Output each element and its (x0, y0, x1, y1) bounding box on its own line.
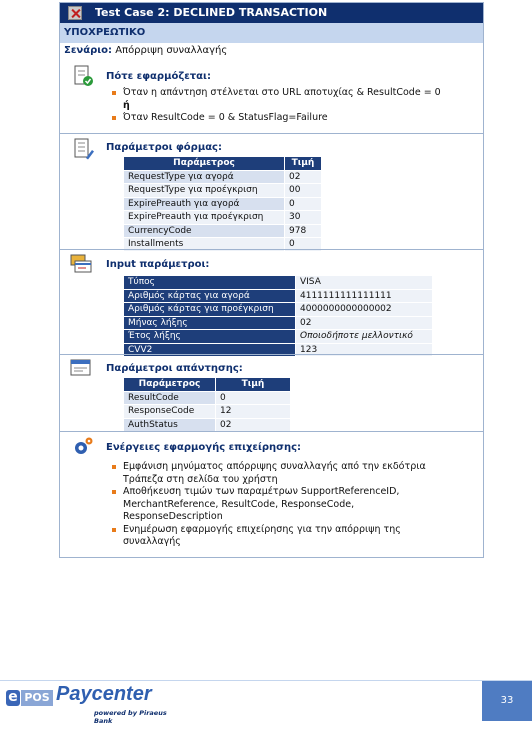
checklist-icon (72, 65, 94, 87)
applies-item: Όταν ResultCode = 0 & StatusFlag=Failure (110, 112, 441, 125)
table-cell: ExpirePreauth για προέγκριση (124, 211, 285, 225)
table-row (124, 391, 291, 405)
table-row (124, 303, 433, 317)
scenario-label: Σενάριο: (64, 45, 113, 56)
table-cell: Αριθμός κάρτας για προέγκριση (124, 303, 296, 317)
divider (60, 249, 483, 250)
logo-tagline: powered by Piraeus Bank (94, 709, 167, 725)
input-params-heading: Input παράμετροι: (106, 259, 210, 270)
table-cell: ResponseCode (124, 405, 216, 419)
table-cell: ExpirePreauth για αγορά (124, 197, 285, 211)
applies-item: Όταν η απάντηση στέλνεται στο URL αποτυχίας & ResultCode = 0 (110, 87, 441, 100)
table-cell: Οποιοδήποτε μελλοντικό (296, 330, 433, 344)
table-header: Παράμετρος (124, 157, 285, 171)
table-cell: 4000000000000002 (296, 303, 433, 317)
table-cell: 123 (296, 343, 433, 357)
actions-item: Ενημέρωση εφαρμογής επιχείρησης για την απόρριψη της συναλλαγής (110, 524, 440, 549)
table-cell: RequestType για προέγκριση (124, 184, 285, 198)
table-cell: VISA (296, 276, 433, 290)
divider (60, 431, 483, 432)
applies-list (110, 87, 441, 125)
logo-pos: POS (21, 690, 53, 706)
table-cell: Installments (124, 238, 285, 252)
table-cell: 0 (285, 238, 322, 252)
table-row (124, 418, 291, 432)
table-cell: 0 (216, 391, 291, 405)
table-row (124, 197, 322, 211)
table-cell: 0 (285, 197, 322, 211)
document-edit-icon (72, 138, 94, 160)
table-cell: 00 (285, 184, 322, 198)
table-cell: 4111111111111111 (296, 289, 433, 303)
table-cell: Τύπος (124, 276, 296, 290)
cards-icon (70, 253, 92, 275)
table-cell: CurrencyCode (124, 224, 285, 238)
table-cell: 12 (216, 405, 291, 419)
table-row (124, 224, 322, 238)
table-row (124, 184, 322, 198)
table-cell: Έτος λήξης (124, 330, 296, 344)
table-cell: 30 (285, 211, 322, 225)
table-cell: 02 (285, 170, 322, 184)
table-cell: 02 (296, 316, 433, 330)
page-number: 33 (482, 681, 532, 721)
table-row (124, 316, 433, 330)
form-params-table (123, 156, 322, 252)
test-case-frame (59, 2, 484, 558)
divider (60, 133, 483, 134)
table-row (124, 276, 433, 290)
table-cell: RequestType για αγορά (124, 170, 285, 184)
scenario-line (64, 45, 227, 56)
table-cell: 978 (285, 224, 322, 238)
table-row (124, 170, 322, 184)
table-row (124, 330, 433, 344)
epos-paycenter-logo (6, 683, 186, 725)
table-cell: Μήνας λήξης (124, 316, 296, 330)
test-case-title: Test Case 2: DECLINED TRANSACTION (95, 6, 328, 19)
gears-icon (72, 436, 94, 458)
window-icon (70, 357, 92, 379)
logo-paycenter: Paycenter (56, 683, 152, 705)
divider (60, 354, 483, 355)
actions-list (110, 461, 440, 549)
applies-or: ή (123, 99, 130, 111)
table-cell: ResultCode (124, 391, 216, 405)
form-params-heading: Παράμετροι φόρμας: (106, 142, 222, 153)
scenario-text: Απόρριψη συναλλαγής (115, 45, 228, 56)
close-icon (68, 6, 82, 20)
footer-divider (0, 680, 532, 681)
table-cell: AuthStatus (124, 418, 216, 432)
table-cell: CVV2 (124, 343, 296, 357)
actions-item: Εμφάνιση μηνύματος απόρριψης συναλλαγής από την εκδότρια Τράπεζα στη σελίδα του χρήστη (110, 461, 440, 486)
table-cell: Αριθμός κάρτας για αγορά (124, 289, 296, 303)
table-header: Τιμή (216, 378, 291, 392)
actions-heading: Ενέργειες εφαρμογής επιχείρησης: (106, 442, 301, 453)
table-header: Παράμετρος (124, 378, 216, 392)
table-row (124, 289, 433, 303)
table-cell: 02 (216, 418, 291, 432)
test-case-title-bar (60, 3, 483, 23)
response-params-heading: Παράμετροι απάντησης: (106, 363, 243, 374)
response-params-table (123, 377, 291, 432)
table-header: Τιμή (285, 157, 322, 171)
input-params-table (123, 275, 433, 357)
actions-item: Αποθήκευση τιμών των παραμέτρων SupportReferenceID, MerchantReference, ResultCode, ResponseCode, ResponseDescription (110, 486, 440, 524)
applies-heading: Πότε εφαρμόζεται: (106, 71, 211, 82)
table-row (124, 211, 322, 225)
mandatory-label: ΥΠΟΧΡΕΩΤΙΚΟ (60, 23, 483, 43)
logo-e: e (6, 690, 20, 706)
table-row (124, 405, 291, 419)
